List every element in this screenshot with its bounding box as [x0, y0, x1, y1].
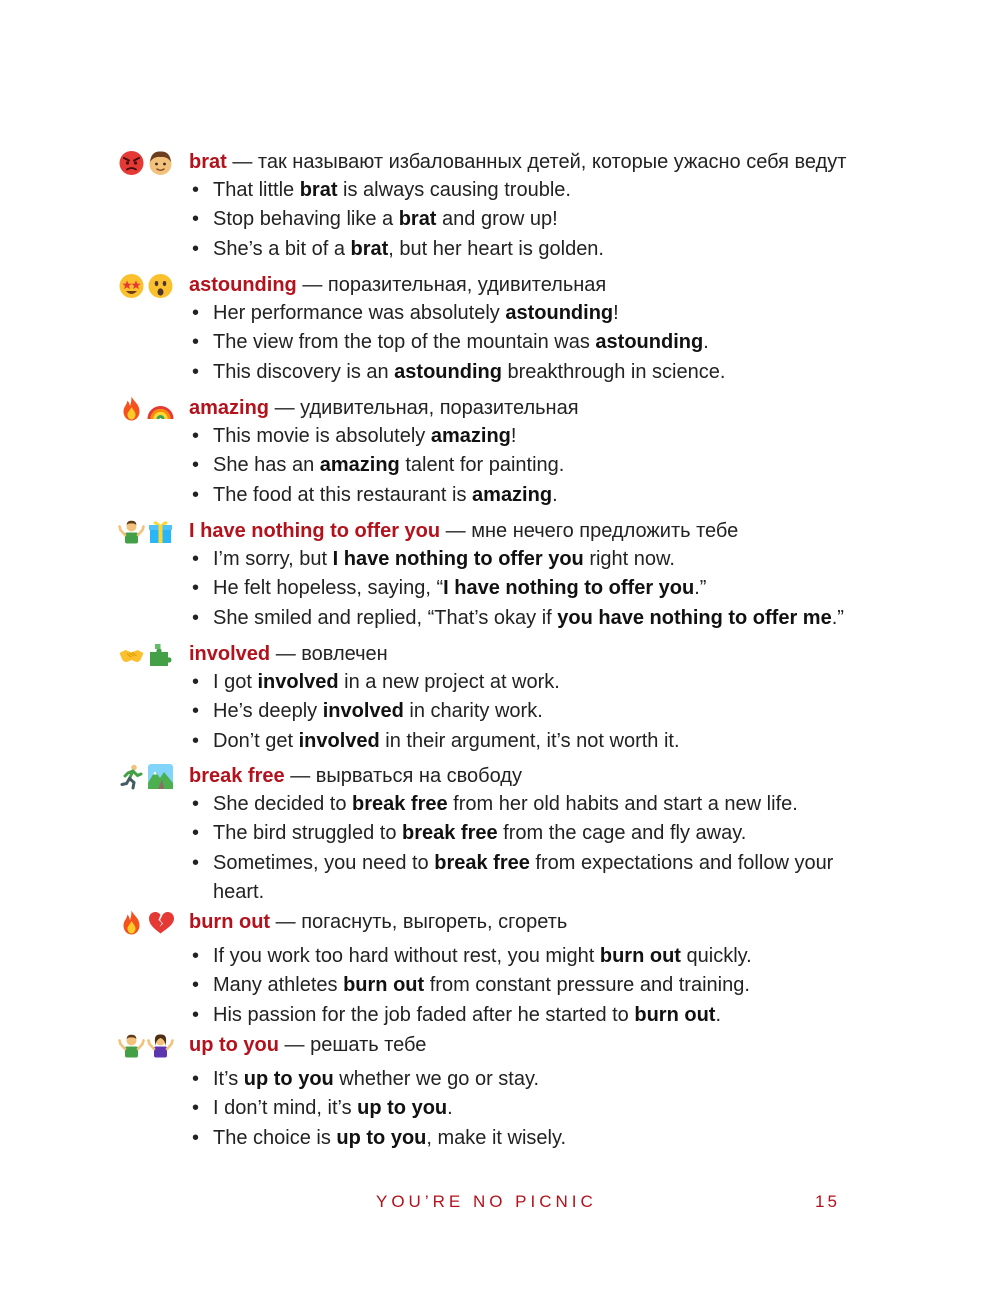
entry-emoji-pair	[118, 148, 180, 176]
page-number: 15	[815, 1192, 840, 1211]
vocab-translation: решать тебе	[310, 1034, 427, 1056]
highlighted-term: up to you	[357, 1097, 448, 1120]
highlighted-term: involved	[298, 729, 380, 752]
vocab-term: up to you	[189, 1034, 279, 1056]
handshake-icon	[118, 641, 145, 668]
sentence-text: in a new project at work.	[338, 671, 560, 693]
example-sentence	[189, 205, 849, 234]
highlighted-term: up to you	[243, 1068, 334, 1090]
book-title: YOU’RE NO PICNIC	[376, 1192, 597, 1211]
em-dash: —	[302, 274, 323, 296]
man-shrugging-icon	[118, 518, 145, 545]
star-struck-face-icon	[118, 272, 145, 299]
sentence-text: I got	[213, 671, 258, 693]
vocab-term: amazing	[189, 397, 270, 419]
sentence-text: She has an	[213, 454, 320, 477]
sentence-text: Don’t get	[213, 729, 299, 752]
sentence-text: breakthrough in science.	[501, 360, 726, 383]
highlighted-term: astounding	[394, 360, 502, 383]
fire-icon	[118, 395, 145, 422]
sentence-text: .	[552, 483, 558, 506]
sentence-text: The bird struggled to	[213, 822, 402, 845]
highlighted-term: break free	[352, 793, 448, 815]
vocab-term: burn out	[189, 911, 271, 933]
highlighted-term: burn out	[599, 945, 681, 967]
broken-heart-icon	[147, 909, 174, 936]
example-sentence	[189, 668, 849, 697]
highlighted-term: you have nothing to offer me	[557, 606, 832, 629]
example-list	[189, 1065, 849, 1153]
sentence-text: .”	[694, 577, 707, 600]
sentence-text: from the cage and fly away.	[497, 822, 747, 845]
sentence-text: The choice is	[213, 1126, 337, 1149]
sentence-text: I’m sorry, but	[213, 548, 333, 570]
example-sentence	[189, 1094, 849, 1123]
highlighted-term: amazing	[430, 425, 511, 447]
astonished-face-icon	[147, 272, 174, 299]
sentence-text: She’s a bit of a	[213, 237, 351, 260]
highlighted-term: burn out	[343, 974, 425, 997]
sentence-text: .”	[831, 606, 844, 629]
sentence-text: Her performance was absolutely	[213, 302, 506, 324]
example-sentence	[189, 299, 849, 328]
person-running-icon	[118, 763, 145, 790]
sentence-text: He’s deeply	[213, 700, 323, 723]
vocab-translation: погаснуть, выгореть, сгореть	[301, 911, 568, 933]
entry-emoji-pair	[118, 1031, 180, 1059]
sentence-text: .	[703, 331, 709, 354]
example-list	[189, 790, 849, 907]
example-sentence	[189, 971, 849, 1000]
national-park-icon	[147, 763, 174, 790]
em-dash: —	[284, 1034, 305, 1056]
example-sentence	[189, 942, 849, 971]
sentence-text: in their argument, it’s not worth it.	[379, 729, 680, 752]
rainbow-icon	[147, 395, 174, 422]
example-sentence	[189, 422, 849, 451]
highlighted-term: break free	[434, 851, 530, 874]
entry-emoji-pair	[118, 394, 180, 422]
entry-headline	[189, 1031, 426, 1059]
puzzle-piece-icon	[147, 641, 174, 668]
vocab-term: brat	[189, 151, 227, 173]
example-list	[189, 299, 849, 387]
highlighted-term: brat	[398, 208, 437, 231]
vocab-term: I have nothing to offer you	[189, 520, 441, 542]
vocab-translation: вырваться на свободу	[315, 765, 522, 787]
sentence-text: I don’t mind, it’s	[213, 1097, 358, 1120]
sentence-text: is always causing trouble.	[337, 179, 571, 201]
highlighted-term: I have nothing to offer you	[332, 548, 584, 570]
sentence-text: It’s	[213, 1068, 244, 1090]
vocab-translation: так называют избалованных детей, которые ужасно себя ведут	[257, 151, 847, 173]
example-sentence	[189, 604, 849, 633]
example-list	[189, 668, 849, 756]
vocab-term: involved	[189, 643, 271, 665]
entry-headline	[189, 762, 522, 790]
sentence-text: .	[715, 1003, 722, 1026]
woman-shrugging-icon	[147, 1032, 174, 1059]
highlighted-term: amazing	[319, 454, 400, 477]
highlighted-term: brat	[299, 179, 338, 201]
vocab-translation: мне нечего предложить тебе	[471, 520, 739, 542]
boy-face-icon	[147, 149, 174, 176]
example-sentence	[189, 1124, 849, 1153]
sentence-text: She smiled and replied, “That’s okay if	[213, 606, 558, 629]
highlighted-term: burn out	[634, 1003, 716, 1026]
sentence-text: whether we go or stay.	[333, 1068, 540, 1090]
vocab-term: break free	[189, 765, 285, 787]
sentence-text: The view from the top of the mountain was	[213, 331, 596, 354]
sentence-text: !	[510, 425, 517, 447]
entry-headline	[189, 517, 738, 545]
example-sentence	[189, 481, 849, 510]
entry-emoji-pair	[118, 640, 180, 668]
entry-emoji-pair	[118, 271, 180, 299]
example-list	[189, 942, 849, 1030]
gift-icon	[147, 518, 174, 545]
example-sentence	[189, 545, 849, 574]
vocab-term: astounding	[189, 274, 297, 296]
sentence-text: Sometimes, you need to	[213, 851, 435, 874]
entry-headline	[189, 640, 388, 668]
man-shrugging-icon	[118, 1032, 145, 1059]
example-sentence	[189, 819, 849, 848]
em-dash: —	[445, 520, 466, 542]
sentence-text: The food at this restaurant is	[213, 483, 473, 506]
fire-icon	[118, 909, 145, 936]
entry-emoji-pair	[118, 762, 180, 790]
sentence-text: !	[613, 302, 619, 324]
example-sentence	[189, 727, 849, 756]
sentence-text: She decided to	[213, 793, 352, 815]
em-dash: —	[290, 765, 311, 787]
vocab-translation: удивительная, поразительная	[300, 397, 579, 419]
highlighted-term: astounding	[595, 331, 704, 354]
example-sentence	[189, 697, 849, 726]
example-sentence	[189, 451, 849, 480]
sentence-text: right now.	[583, 548, 675, 570]
highlighted-term: up to you	[336, 1126, 427, 1149]
entry-emoji-pair	[118, 908, 180, 936]
example-sentence	[189, 235, 849, 264]
sentence-text: His passion for the job faded after he started to	[213, 1003, 635, 1026]
highlighted-term: involved	[257, 671, 339, 693]
entry-headline	[189, 271, 606, 299]
sentence-text: , make it wisely.	[426, 1126, 567, 1149]
example-sentence	[189, 849, 849, 908]
em-dash: —	[275, 643, 296, 665]
sentence-text: and grow up!	[436, 208, 558, 231]
example-sentence	[189, 574, 849, 603]
angry-face-icon	[118, 149, 145, 176]
example-list	[189, 545, 849, 633]
entry-headline	[189, 908, 567, 936]
highlighted-term: I have nothing to offer you	[443, 577, 695, 600]
example-sentence	[189, 1065, 849, 1094]
example-sentence	[189, 176, 849, 205]
example-list	[189, 422, 849, 510]
highlighted-term: amazing	[472, 483, 553, 506]
highlighted-term: astounding	[505, 302, 614, 324]
sentence-text: That little	[213, 179, 300, 201]
sentence-text: from expectations and follow your heart.	[213, 851, 834, 903]
example-list	[189, 176, 849, 264]
entry-headline	[189, 394, 579, 422]
sentence-text: Many athletes	[213, 974, 344, 997]
em-dash: —	[275, 911, 296, 933]
sentence-text: He felt hopeless, saying, “	[213, 577, 444, 600]
sentence-text: , but her heart is golden.	[388, 237, 604, 260]
entry-emoji-pair	[118, 517, 180, 545]
sentence-text: .	[447, 1097, 453, 1120]
sentence-text: in charity work.	[403, 700, 543, 723]
vocab-translation: поразительная, удивительная	[327, 274, 607, 296]
vocab-translation: вовлечен	[301, 643, 388, 665]
sentence-text: If you work too hard without rest, you might	[213, 945, 600, 967]
sentence-text: Stop behaving like a	[213, 208, 399, 231]
highlighted-term: involved	[322, 700, 404, 723]
example-sentence	[189, 358, 849, 387]
example-sentence	[189, 1001, 849, 1030]
sentence-text: from constant pressure and training.	[424, 974, 750, 997]
sentence-text: quickly.	[680, 945, 752, 967]
sentence-text: This movie is absolutely	[213, 425, 431, 447]
example-sentence	[189, 790, 849, 819]
highlighted-term: brat	[350, 237, 389, 260]
entry-headline	[189, 148, 846, 176]
highlighted-term: break free	[402, 822, 498, 845]
em-dash: —	[274, 397, 295, 419]
example-sentence	[189, 328, 849, 357]
em-dash: —	[232, 151, 253, 173]
sentence-text: from her old habits and start a new life.	[447, 793, 798, 815]
sentence-text: This discovery is an	[213, 360, 395, 383]
sentence-text: talent for painting.	[399, 454, 565, 477]
